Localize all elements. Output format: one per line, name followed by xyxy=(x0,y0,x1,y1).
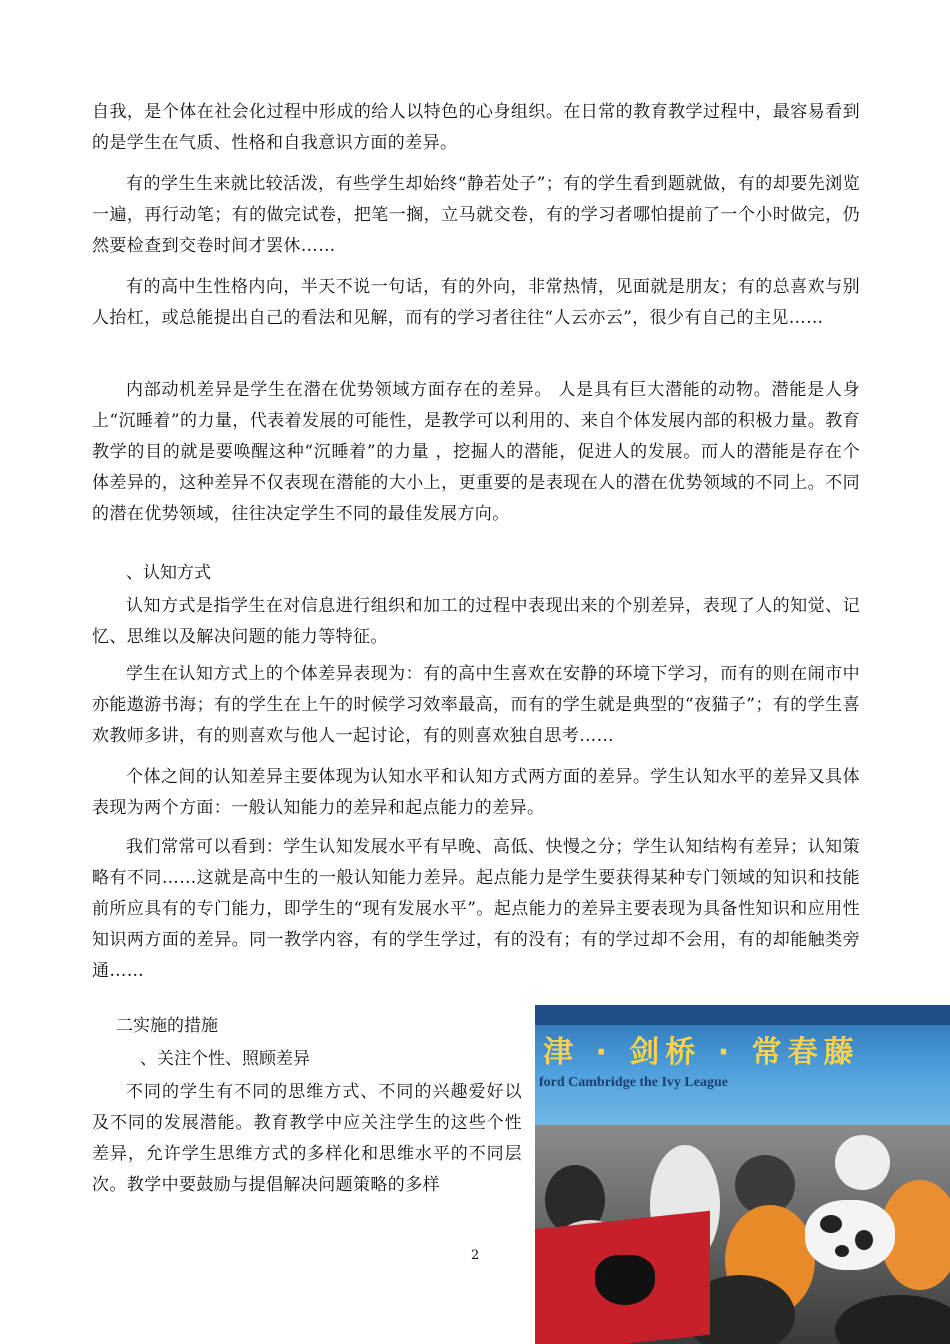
event-photo xyxy=(535,1005,950,1344)
paragraph-motivation: 内部动机差异是学生在潜在优势领域方面存在的差异。 人是具有巨大潜能的动物。潜能是人身上“沉睡着”的力量，代表着发展的可能性，是教学可以利用的、来自个体发展内部的积极力量。教育教学的目的就是要唤醒这种“沉睡着”的力量 ，挖掘人的潜能，促进人的发展。而人的潜能是存在个体差异的，这种差异不仅表现在潜能的大小上，更重要的是表现在人的潜在优势领域的不同上。不同的潜在优势领域，往往决定学生不同的最佳发展方向。 xyxy=(92,380,860,524)
cow-costume xyxy=(805,1200,895,1270)
photo-banner xyxy=(535,1005,950,1125)
paragraph-self: 自我，是个体在社会化过程中形成的给人以特色的心身组织。在日常的教育教学过程中，最容易看到的是学生在气质、性格和自我意识方面的差异。 xyxy=(92,102,860,153)
paragraph-cognitive-differences: 学生在认知方式上的个体差异表现为：有的高中生喜欢在安静的环境下学习，而有的则在闹市中亦能遨游书海；有的学生在上午的时候学习效率最高，而有的学生就是典型的“夜猫子”；有的学生喜欢教师多讲，有的则喜欢与他人一起讨论，有的则喜欢独自思考…… xyxy=(92,664,860,746)
crowd-heads xyxy=(835,1295,950,1344)
section-heading-cognitive-style: 、认知方式 xyxy=(126,563,211,583)
cow-spot xyxy=(835,1245,849,1257)
paragraph-starting-ability: 我们常常可以看到：学生认知发展水平有早晚、高低、快慢之分；学生认知结构有差异；认知策略有不同……这就是高中生的一般认知能力差异。起点能力是学生要获得某种专门领域的知识和技能前所应具有的专门能力，即学生的“现有发展水平”。起点能力的差异主要表现为具备性知识和应用性知识两方面的差异。同一教学内容，有的学生学过，有的没有；有的学过却不会用，有的却能触类旁通…… xyxy=(92,837,860,981)
subsection-heading-individuality: 、关注个性、照顾差异 xyxy=(140,1049,310,1069)
banner-english-text: ford Cambridge the Ivy League xyxy=(539,1075,728,1090)
section-heading-measures: 二实施的措施 xyxy=(116,1016,218,1036)
paragraph-personality: 有的高中生性格内向，半天不说一句话，有的外向，非常热情，见面就是朋友；有的总喜欢与别人抬杠，或总能提出自己的看法和见解，而有的学习者往往“人云亦云”，很少有自己的主见…… xyxy=(92,277,860,328)
cow-spot xyxy=(855,1230,873,1250)
page-number: 2 xyxy=(471,1248,480,1263)
flag-eagle-emblem xyxy=(595,1255,655,1305)
banner-chinese-text: 津 · 剑桥 · 常春藤 xyxy=(543,1035,860,1070)
paragraph-thinking-styles: 不同的学生有不同的思维方式、不同的兴趣爱好以及不同的发展潜能。教育教学中应关注学生的这些个性差异，允许学生思维方式的多样化和思维水平的不同层次。教学中要鼓励与提倡解决问题策略的多样 xyxy=(92,1082,522,1195)
banner-top-strip xyxy=(535,1005,950,1025)
cow-spot xyxy=(820,1215,842,1233)
paragraph-cognitive-definition: 认知方式是指学生在对信息进行组织和加工的过程中表现出来的个别差异，表现了人的知觉、记忆、思维以及解决问题的能力等特征。 xyxy=(92,596,860,647)
mask xyxy=(835,1135,890,1190)
paragraph-cognitive-level: 个体之间的认知差异主要体现为认知水平和认知方式两方面的差异。学生认知水平的差异又具体表现为两个方面：一般认知能力的差异和起点能力的差异。 xyxy=(92,767,860,818)
paragraph-temperament: 有的学生生来就比较活泼，有些学生却始终“静若处子”；有的学生看到题就做，有的却要先浏览一遍，再行动笔；有的做完试卷，把笔一搁，立马就交卷，有的学习者哪怕提前了一个小时做完，仍然要检查到交卷时间才罢休…… xyxy=(92,174,860,256)
